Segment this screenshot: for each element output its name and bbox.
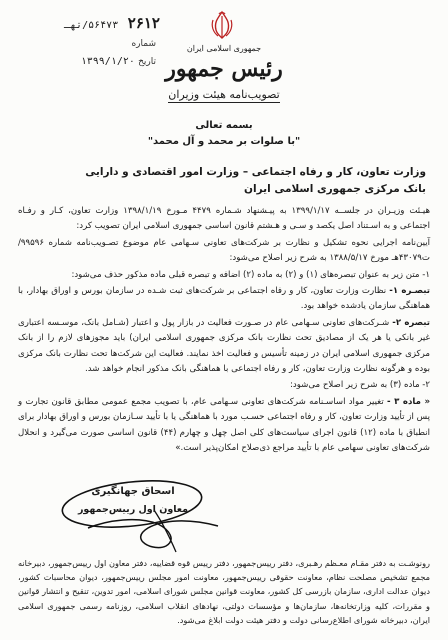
date-value: ۱۳۹۹/۱/۲۰ — [80, 56, 135, 67]
signature-block — [58, 480, 208, 554]
handwritten-doc-number: ۲۶۱۲ — [127, 14, 160, 32]
note-2-heading: تبصره ۲- — [392, 317, 430, 328]
note-1-heading: تبصـره ۱- — [389, 286, 430, 297]
date-label: تاریخ — [138, 57, 156, 67]
note-1-text: نظارت وزارت تعاون، کار و رفاه اجتماعی بر شرکت‌های ثبت شـده در سازمان بورس و اوراق بهادار، با هماهنگی سازمان یادشده خواهد بود. — [18, 286, 430, 312]
addressees-line-1: وزارت تعاون، کار و رفاه اجتماعی – وزارت امور اقتصادی و دارایی — [85, 166, 426, 178]
signatory-name: اسحاق جهانگیری — [91, 486, 175, 497]
number-value: ۵۶۴۷۳/ت — [76, 20, 119, 31]
number-label: شماره — [131, 39, 156, 49]
addressees-block — [22, 164, 426, 198]
iran-emblem-icon — [208, 10, 236, 40]
approval-title-text: تصویب‌نامه هیئت وزیران — [168, 88, 280, 101]
distribution-list: رونوشـت به دفتر مقـام معـظم رهـبری، دفتر رییس‌جمهور، دفتر رییس قوه قضاییه، دفتر معاون اول رییس‌جمهور، دبیرخانه مجمع تشخیص مصلحت نظام، معاونت حقوقی رییس‌جمهور، معاونت امور مجلس رییس‌جمهور، دیوان محاسبات کشور، دیوان عدالت اداری، سازمان بازرسی کل کشور، معاونت قوانین مجلس شورای اسلامی، امور تدوین، تنقیح و انتشار قوانین و مقررات، کلیه وزارتخانه‌ها، سازمان‌ها و مؤسسات دولتی، نهادهای انقلاب اسلامی، روزنامه رسمی جمهوری اسلامی ایران، دبیرخانه شورای اطلاع‌رسانی دولت و دفتر هیئت دولت ابلاغ می‌شود. — [18, 558, 430, 625]
article-3-text: تغییر مواد اساسـنامه شرکت‌های تعاونی سـهامی عام، با تصویب مجمع عمومی مطابق قانون تجارت و پس از تأیید وزارت تعاون، کار و رفاه اجتماعی حسـب مورد با هماهنگی یا با تأیید سـازمان بورس و اوراق بهادار برای انطباق با ماده (۱۲) قانون اجرای سیاست‌های کلی اصل چهل و چهارم (۴۴) قانون اساسی صورت می‌گیرد و انحلال شرکت‌های تعاونی سهامی عام با تأیید مراجع ذی‌صلاح امکان‌پذیر است.» — [18, 396, 430, 454]
addressees-line-2: بانک مرکزی جمهوری اسلامی ایران — [244, 183, 426, 195]
body-paragraph-7 — [18, 395, 430, 457]
number-suffix: هـ — [64, 20, 77, 31]
salawat-line: "با صلوات بر محمد و آل محمد" — [147, 136, 301, 147]
note-2-text: شـرکت‌های تعاونی سـهامی عام در صـورت فعالیت در بازار پول و اعتبار (شـامل بانک، موسـسه اعتباری غیر بانکی یا هر یک از مصادیق تحت نظارت بانک مرکزی جمهوری اسلامی ایران) باید مجوزهای لازم را از بانک مرکزی جمهوری اسلامی ایران در زمینه تأسیس و فعالیت اخذ نمایند. فعالیت این شرکت‌ها تحت نظارت بانک مرکزی بوده و هرگونه نظارت وزارت تعاون، کار و رفاه اجتماعی با هماهنگی بانک مذکور انجام خواهد شد. — [18, 317, 430, 375]
body-paragraph-3: ۱- متن زیر به عنوان تبصره‌های (۱) و (۲) به ماده (۲) اضافه و تبصره قبلی ماده مذکور حذف می‌شود: — [71, 269, 430, 280]
approval-title — [0, 88, 448, 103]
body-paragraph-6: ۲- ماده (۳) به شرح زیر اصلاح می‌شود: — [290, 380, 430, 391]
handwritten-number-row — [10, 14, 160, 35]
article-3-heading: « ماده ۳ - — [387, 396, 431, 407]
republic-line: جمهوری اسلامی ایران — [186, 44, 262, 53]
body-paragraph-5 — [18, 316, 430, 378]
bismillah-line: بسمه تعالی — [195, 120, 253, 131]
body-paragraph-4 — [18, 284, 430, 315]
president-title: رئیس جمهور — [165, 56, 283, 82]
signatory-title: معاون اول رییس‌جمهور — [77, 504, 189, 515]
decree-body — [18, 204, 430, 458]
body-paragraph-2: آیین‌نامه اجرایی نحوه تشکیل و نظارت بر شرکت‌های تعاونی سـهامی عام موضوع تصـویب‌نامه شماره ۹۹۵۹۶/ت۴۳۰۷۹هـ مورخ ۱۳۸۸/۵/۱۷ به شرح زیر اصلاح می‌شود: — [18, 237, 430, 264]
body-paragraph-1: هیـئت وزیـران در جلســه ۱۳۹۹/۱/۱۷ به پیـشنهاد شـماره ۴۴۷۹ مـورخ ۱۳۹۸/۱/۱۹ وزارت تعاون، کـار و رفـاه اجتماعی و به اسـتناد اصل یکصد و سـی و هـشتم قانون اساسی جمهوری اسلامی ایران تصویب کرد: — [18, 206, 430, 232]
